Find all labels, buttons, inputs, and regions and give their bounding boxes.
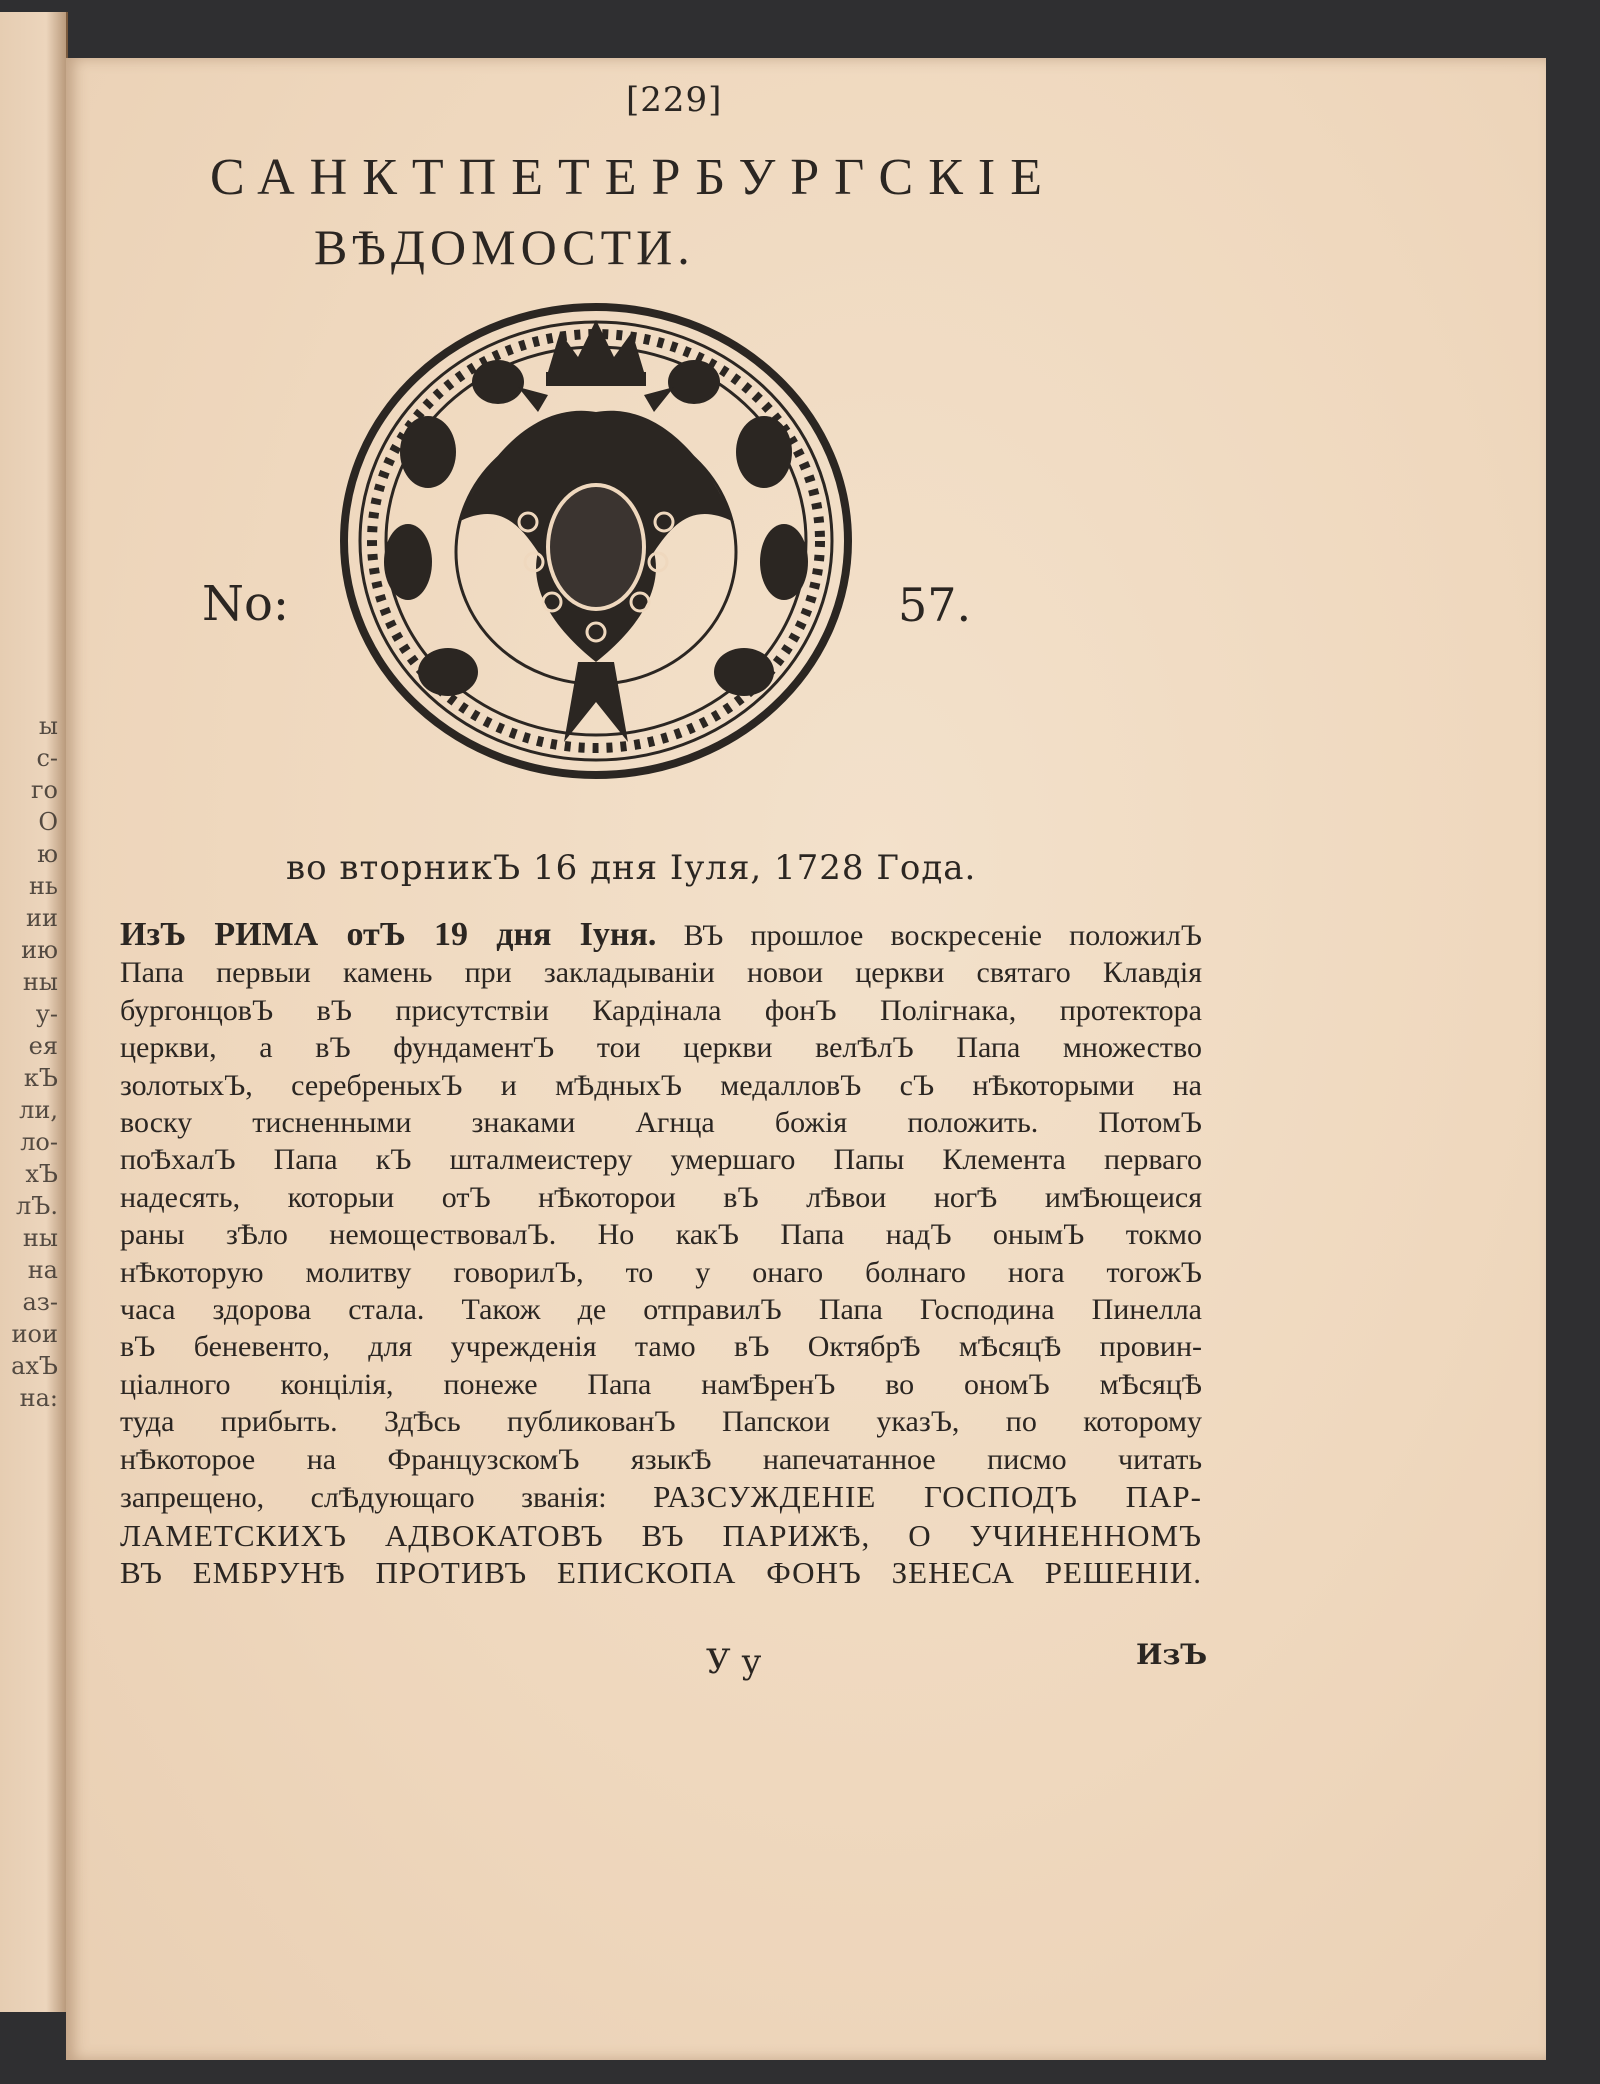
signature-mark: У у [706,1642,762,1682]
article-line-text: ВЪ прошлое воскресеніе положилЪ [683,919,1202,952]
article-line: часа здорова стала. Також де отправилЪ Папа Господина Пинелла [120,1293,1202,1327]
article-line: раны зѢло немоществовалЪ. Но какЪ Папа надЪ онымЪ токмо [120,1218,1202,1252]
issue-label: No: [202,576,290,632]
facing-page-fragment: ахЪ [11,1352,58,1380]
facing-page-fragment: ло- [20,1128,58,1156]
article-line: туда прибыть. ЗдѢсь публикованЪ Папскои указЪ, по которому [120,1405,1202,1439]
article-lead: ИзЪ РИМА отЪ 19 дня Іуня. [120,916,657,953]
facing-page-edge [0,12,68,2012]
facing-page-fragment: О [38,808,58,836]
article-line: поѢхалЪ Папа кЪ шталмеистеру умершаго Папы Клемента перваго [120,1143,1202,1177]
article-line [120,1478,1202,1516]
facing-page-fragment: ли, [19,1096,58,1124]
article-line: нѢкоторую молитву говорилЪ, то у онаго болнаго нога тогожЪ [120,1255,1202,1289]
facing-page-fragment: у- [35,1000,58,1028]
catchword: ИзЪ [1136,1638,1208,1671]
facing-page-fragment: нь [28,872,58,900]
newspaper-page [66,58,1546,2060]
facing-page-fragment: ии [26,904,58,932]
article-line: Папа первыи камень при закладываніи новои церкви святаго Клавдія [120,956,1202,990]
facing-page-fragment: хЪ [25,1160,58,1188]
article-line: вЪ беневенто, для учрежденія тамо вЪ ОктябрѢ мѢсяцѢ провин- [120,1330,1202,1364]
issue-number: 57. [898,578,972,632]
masthead-title-line1: САНКТПЕТЕРБУРГСКІЕ [210,149,1058,206]
facing-page-fragment: аз- [22,1288,58,1316]
article-line: нѢкоторое на ФранцузскомЪ языкѢ напечатанное писмо читать [120,1442,1202,1476]
dateline: во вторникЪ 16 дня Іуля, 1728 Года. [286,848,977,888]
facing-page-fragment: ны [22,968,58,996]
facing-page-fragment: ию [21,936,58,964]
facing-page-fragment: на: [19,1384,58,1412]
page-number: [229] [626,80,723,120]
facing-page-fragment: го [30,776,58,804]
facing-page-fragment: ея [28,1032,58,1060]
banned-title-line: ЛАМЕТСКИХЪ АДВОКАТОВЪ ВЪ ПАРИЖѢ, О УЧИНЕННОМЪ [120,1517,1202,1553]
facing-page-fragment: ны [22,1224,58,1252]
facing-page-fragment: ю [37,840,58,868]
banned-title-start: РАЗСУЖДЕНІЕ ГОСПОДЪ ПАР- [653,1479,1202,1515]
banned-title-line: ВЪ ЕМБРУНѢ ПРОТИВЪ ЕПИСКОПА ФОНЪ ЗЕНЕСА РЕШЕНІИ. [120,1554,1202,1590]
article-line-text: запрещено, слѢдующаго званія: [120,1481,607,1515]
article-body [120,916,1202,1591]
facing-page-fragment: лЪ. [16,1192,58,1220]
article-line [120,916,1202,954]
article-line: надесять, которыи отЪ нѢкоторои вЪ лѢвои ногѢ имѢющеися [120,1180,1202,1214]
article-line: бургонцовЪ вЪ присутствіи Кардінала фонЪ Полігнака, протектора [120,993,1202,1027]
article-line: воску тисненными знаками Агнца божія положить. ПотомЪ [120,1106,1202,1140]
facing-page-fragment: с- [36,744,58,772]
article-line: ціалного концілія, понеже Папа намѢренЪ во ономЪ мѢсяцѢ [120,1367,1202,1401]
masthead-title-line2: ВѢДОМОСТИ. [314,219,695,275]
imperial-seal-emblem-icon [338,302,854,780]
facing-page-fragment: ы [38,712,58,740]
facing-page-fragment: кЪ [23,1064,58,1092]
article-line: золотыхЪ, серебреныхЪ и мѢдныхЪ медалловЪ сЪ нѢкоторыми на [120,1068,1202,1102]
article-line: церкви, а вЪ фундаментЪ тои церкви велѢлЪ Папа множество [120,1031,1202,1065]
facing-page-fragment: на [27,1256,58,1284]
facing-page-fragment: иои [11,1320,58,1348]
